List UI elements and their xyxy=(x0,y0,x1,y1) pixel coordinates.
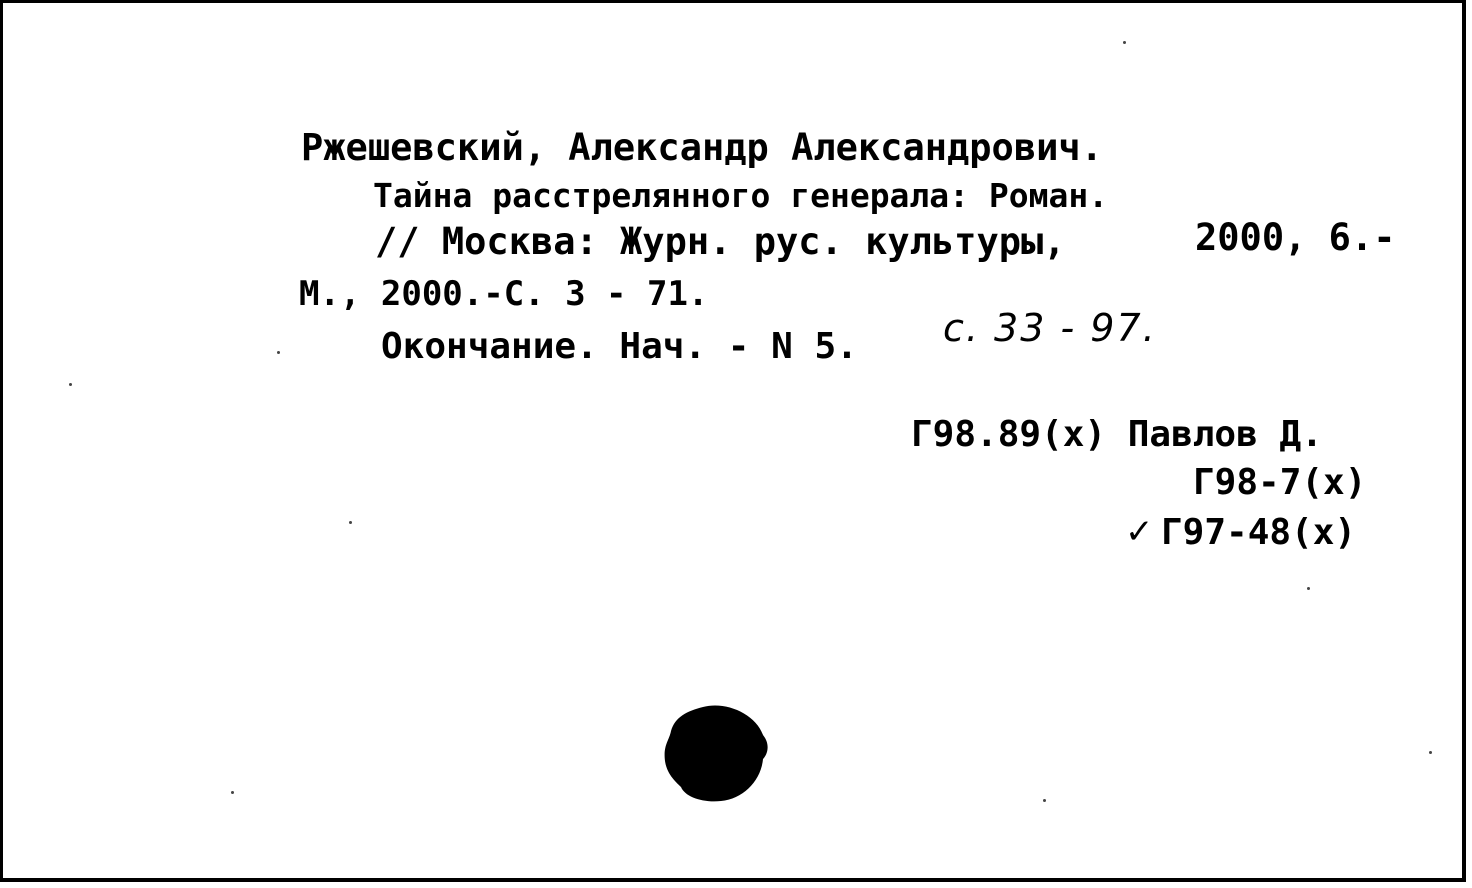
author-line: Ржешевский, Александр Александрович. xyxy=(301,126,1103,169)
speck xyxy=(1043,799,1046,802)
classification-3: Г97-48(х) xyxy=(1161,512,1357,553)
checkmark-icon: ✓ xyxy=(1125,512,1156,552)
place-pages-line: М., 2000.-С. 3 - 71. xyxy=(299,274,709,314)
note-line: Окончание. Нач. - N 5. xyxy=(381,326,858,367)
speck xyxy=(69,383,72,386)
speck xyxy=(231,791,234,794)
source-line-b: 2000, 6.- xyxy=(1195,216,1396,259)
speck xyxy=(349,521,352,524)
handwritten-pages: с. 33 - 97. xyxy=(943,306,1157,350)
speck xyxy=(1123,41,1126,44)
punch-hole-icon xyxy=(663,701,771,803)
speck xyxy=(277,351,280,354)
speck xyxy=(1429,751,1432,754)
classification-2: Г98-7(х) xyxy=(1193,462,1367,503)
title-line: Тайна расстрелянного генерала: Роман. xyxy=(373,176,1109,215)
source-line-a: // Москва: Журн. рус. культуры, xyxy=(375,220,1066,263)
classification-1: Г98.89(х) Павлов Д. xyxy=(911,414,1323,455)
speck xyxy=(1307,587,1310,590)
